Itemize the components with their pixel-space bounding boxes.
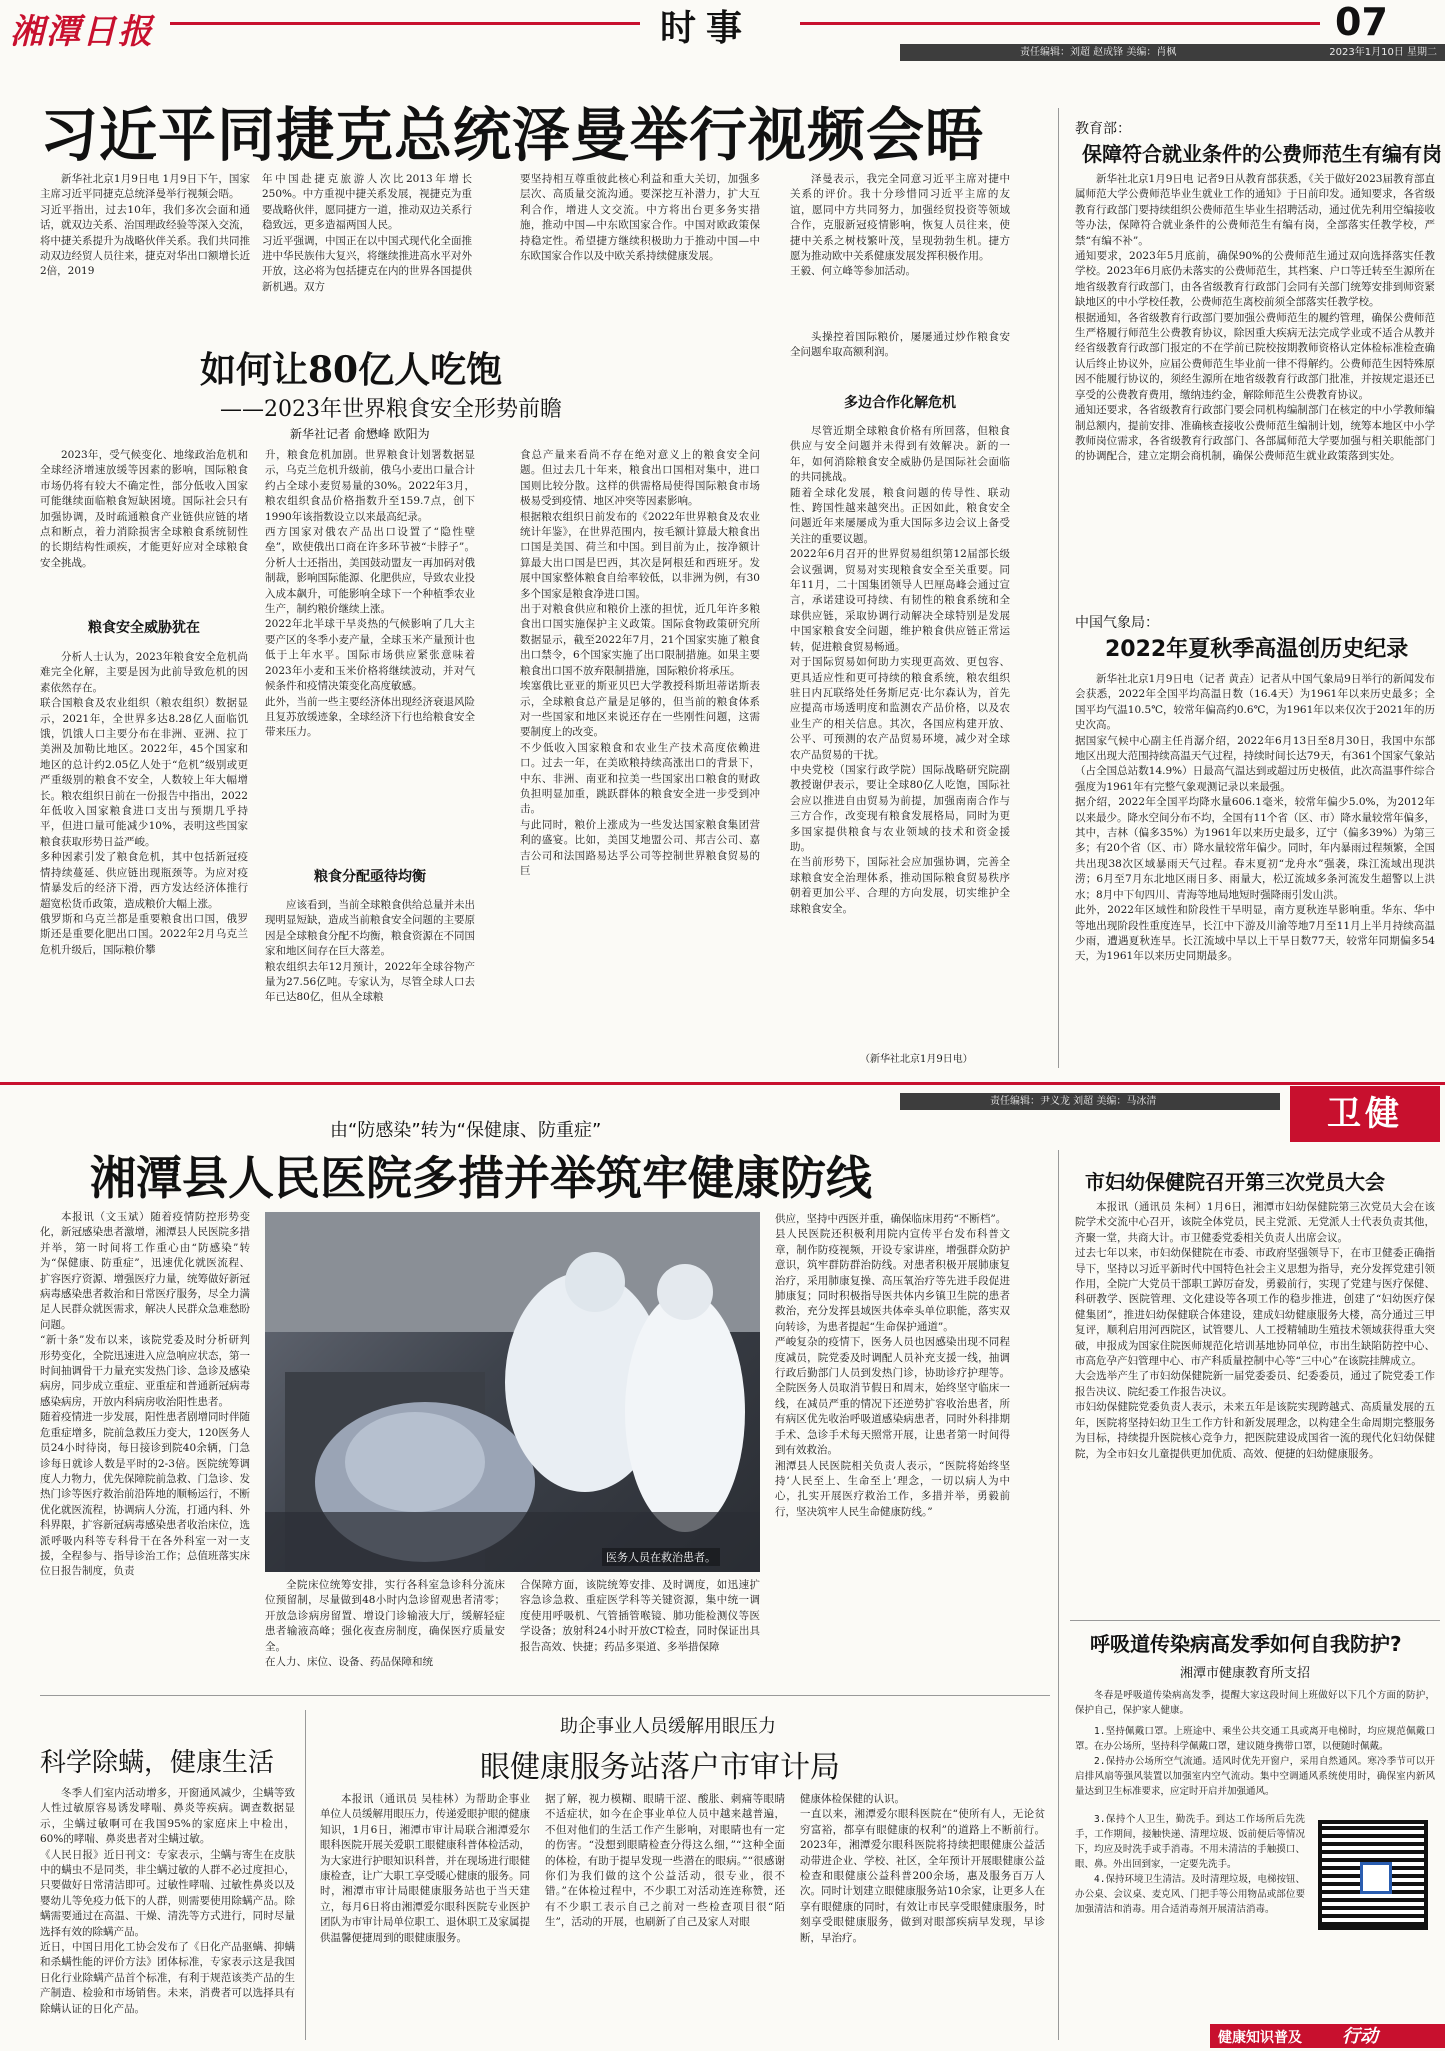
respiratory-item: 3.保持个人卫生，勤洗手。到达工作场所后先洗手，工作期间，接触快递、清理垃圾、饭前便后等情况下，均应及时洗手或手消毒。不用未清洁的手触摸口、眼、鼻。外出回到家，一定要先洗手。 (1075, 1814, 1305, 1870)
teacher-kicker: 教育部： (1075, 121, 1131, 137)
hospital-column-1 (40, 1210, 250, 1680)
teacher-text: 新华社北京1月9日电 记者9日从教育部获悉，《关于做好2023届教育部直属师范大学公费师范毕业生就业工作的通知》于日前印发。通知要求，各省级教育行政部门要持续组织公费师范生毕业生招聘活动，通过优先利用空编接收等办法，保障符合就业条件的公费师范生有编有岗，全部落实任教学校，严禁“有编不补”。 通知要求，2023年5月底前，确保90%的公费师范生通过双向选择落实任教学校。2023年6月底仍未落实的公费师范生，其档案、户口等迁转至生源所在地省级教育行政部门，由各省级教育行政部门会同有关部门统筹安排到师资紧缺地区的中小学校任教，公费师范生离校前须全部落实任教学校。 根据通知，各省级教育行政部门要加强公费师范生的履约管理，确保公费师范生严格履行师范生公费教育协议，除因重大疾病无法完成学业或不适合从教并经省级教育行政部门报定的不在学前已院校按期教师资格认定体检标准检查确认后终止协议外，应届公费师范生毕业前一律不得解约。公费师范生因特殊原因不能履行协议的，须经生源所在地省级教育行政部门批准，并按规定退还已享受的公费教育费用，缴纳违约金，解除师范生公费教育协议。 通知还要求，各省级教育行政部门要会同机构编制部门在核定的中小学教师编制总额内，提前安排、准确核查接收公费师范生编制计划，统筹本地区中小学教师岗位需求，各省级教育行政部门、各部属师范大学要加强与相关职能部门的协调配合，建立定期会商机制，确保公费师范生就业政策落到实处。 (1075, 173, 1435, 463)
food-column-4 (790, 424, 1010, 1054)
lead-column-3 (520, 172, 760, 312)
eye-text: 健康体检保健的认识。 一直以来，湘潭爱尔眼科医院在“使所有人，无论贫穷富裕，都享有眼健康的权利”的道路上不断前行。2023年，湘潭爱尔眼科医院将持续把眼健康公益活动带进企业、学校、社区，全年预计开展眼健康公益检查和眼健康公益科普200余场，惠及服务百万人次。同时计划建立眼健康服务站10余家，让更多人在享有眼健康的同时，有效让市民享受眼健康服务，时刻享受眼健康服务，做到对眼部疾病早发现，早诊断，早治疗。 (800, 1793, 1045, 1944)
masthead-rule-right (800, 22, 1320, 25)
food-text: 分析人士认为，2023年粮食安全危机尚难完全化解，主要是因为此前导致危机的因素依然存在。 联合国粮食及农业组织（粮农组织）数据显示，2021年，全世界多达8.28亿人面临饥饿，饥饿人口主要分布在非洲、亚洲、拉丁美洲及加勒比地区。2022年，45个国家和地区的总计约2.05亿人处于“危机”级别或更严重级别的粮食不安全，人数较上年大幅增长。粮农组织日前在一份报告中指出，2022年低收入国家粮食进口支出与预期几乎持平，但进口量可能减少10%，表明这些国家粮食获取形势日益严峻。 多种因素引发了粮食危机，其中包括新冠疫情持续蔓延、供应链出现瓶颈等。为应对疫情暴发后的经济下滑，西方发达经济体推行超宽松货币政策，造成粮价大幅上涨。 俄罗斯和乌克兰都是重要粮食出口国，俄罗斯还是重要化肥出口国。2022年2月乌克兰危机升级后，国际粮价攀 (40, 651, 248, 956)
respiratory-footer: 健康知识普及 (1218, 2030, 1302, 2046)
lead-headline: 习近平同捷克总统泽曼举行视频会晤 (40, 101, 985, 169)
lead-text: 要坚持相互尊重彼此核心利益和重大关切，加强多层次、高质量交流沟通。要深挖互补潜力，扩大互利合作，增进人文交流。中方将出台更多务实措施，推动中国—中东欧国家合作。中国对欧政策保持稳定性。希望捷方继续积极助力于推动中国—中东欧国家合作以及中欧关系持续健康发展。 (520, 173, 760, 263)
eye-column-1 (320, 1792, 530, 2046)
food-dateline: （新华社北京1月9日电） (860, 1054, 973, 1065)
climate-text: 新华社北京1月9日电（记者 黄垚）记者从中国气象局9日举行的新闻发布会获悉，2022年全国平均高温日数（16.4天）为1961年以来历史最多；全国平均气温10.5℃，较常年偏高约0.6℃，为1961年以来仅次于2021年的历史次高。 据国家气候中心副主任肖潺介绍，2022年6月13日至8月30日，我国中东部地区出现大范围持续高温天气过程，持续时间长达79天，有361个国家气象站（占全国总站数14.9%）日最高气温达到或超过历史极值，此次高温事件综合强度为1961年有完整气象观测记录以来最强。 据介绍，2022年全国平均降水量606.1毫米，较常年偏少5.0%，为2012年以来最少。降水空间分布不均，全国有11个省（区、市）降水量较常年偏多，其中，吉林（偏多35%）为1961年以来历史最多，辽宁（偏多39%）为第三多；有20个省（区、市）降水量较常年偏少。同时，年内暴雨过程频繁，全国共出现38次区域暴雨天气过程。春末夏初“龙舟水”强袭，珠江流域出现洪涝；6月至7月东北地区雨日多、雨量大，松辽流域多条河流发生超警以上洪水；8月中下旬四川、青海等地局地短时强降雨引发山洪。 此外，2022年区域性和阶段性干旱明显，南方夏秋连旱影响重。华东、华中等地出现阶段性重度连旱，长江中下游及川渝等地7月至11月上半月持续高温少雨，遭遇夏秋连旱。长江流域中旱以上干旱日数77天，较常年同期偏多54天，为1961年以来历史同期最多。 (1075, 673, 1435, 963)
section2-editor-credits: 责任编辑：尹义龙 刘超 美编：马冰清 (990, 1096, 1157, 1107)
hospital-headline: 湘潭县人民医院多措并举筑牢健康防线 (90, 1151, 872, 1205)
hospital-text: 全院床位统筹安排，实行各科室急诊科分流床位预留制，尽量做到48小时内急诊留观患者清零；开放急诊病房留置、增设门诊输液大厅，缓解轻症患者输液高峰；强化夜查房制度，确保医疗质量安全。 在人力、床位、设备、药品保障和统 (265, 1579, 505, 1669)
campaign-logo: 行动 (1342, 2026, 1378, 2047)
issue-date: 2023年1月10日 星期二 (1329, 47, 1437, 58)
eye-text: 本报讯（通讯员 吴桂林）为帮助企事业单位人员缓解用眼压力，传递爱眼护眼的健康知识，1月6日，湘潭市审计局联合湘潭爱尔眼科医院开展关爱职工眼健康科普体检活动，为大家进行护眼知识科普，并在现场进行眼健康检查，让广大职工享受暖心健康的服务。同时，湘潭市审计局眼健康服务站也于当天建立，每月6日将由湘潭爱尔眼科医院专业医护团队为市审计局单位职工、退休职工及家属提供温馨便捷周到的眼健康服务。 (320, 1793, 530, 1944)
climate-kicker: 中国气象局： (1075, 615, 1159, 631)
mites-headline: 科学除螨，健康生活 (40, 1748, 275, 1778)
respiratory-items (1075, 1724, 1435, 1804)
section-divider (0, 1082, 1445, 1085)
section2-editor-bar (900, 1093, 1280, 1110)
food-subheadline: ——2023年世界粮食安全形势前瞻 (220, 397, 562, 422)
hospital-kicker: 由“防感染”转为“保健康、防重症” (330, 1120, 602, 1141)
respiratory-item: 1.坚持佩戴口罩。上班途中、乘坐公共交通工具或离开电梯时，均应规范佩戴口罩。在办公场所，坚持科学佩戴口罩，建议随身携带口罩，以便随时佩戴。 (1075, 1726, 1435, 1752)
respiratory-text: 冬春是呼吸道传染病高发季，提醒大家这段时间上班做好以下几个方面的防护，保护自己，保护家人健康。 (1075, 1690, 1435, 1716)
hospital-column-2 (265, 1578, 505, 1678)
respiratory-headline: 呼吸道传染病高发季如何自我防护? (1090, 1632, 1402, 1656)
eye-headline: 眼健康服务站落户市审计局 (480, 1750, 840, 1785)
hospital-text: 本报讯（文玉斌）随着疫情防控形势变化，新冠感染患者激增，湘潭县人民医院多措并举，第一时间将工作重心由“防感染”转为“保健康、防重症”，迅速优化就医流程、扩容医疗资源、增强医疗力量，统筹做好新冠病毒感染患者救治和日常医疗服务，尽全力满足人民群众就医需求，解决人民群众急难愁盼问题。 “新十条”发布以来，该院党委及时分析研判形势变化，全院迅速进入应急响应状态，第一时间抽调骨干力量充实发热门诊、急诊及感染病房，同步成立重症、亚重症和普通新冠病毒感染病房，开放内科病房收治阳性患者。 随着疫情进一步发展，阳性患者剧增同时伴随危重症增多，院前急救压力变大，120医务人员24小时待岗，每日接诊到院40余辆，门急诊每日就诊人数是平时的2-3倍。医院统筹调度人力物力，优先保障院前急救、门急诊、发热门诊等医疗救治前沿阵地的顺畅运行，不断优化就医流程，协调病人分流，打通内科、外科界限，扩容新冠病毒感染患者收治床位，选派呼吸内科等专科骨干在各外科室一对一支援，全程参与、指导诊治工作；总值班落实床位日报告制度，负责 (40, 1211, 250, 1578)
hospital-text: 供应，坚持中西医并重，确保临床用药“不断档”。 县人民医院还积极利用院内宣传平台发布科普文章，制作防疫视频，开设专家讲座，增强群众防护意识，筑牢群防群治防线。对患者积极开展肺康复治疗，采用肺康复操、高压氧治疗等先进手段促进肺康复；同时积极指导医共体内乡镇卫生院的患者救治，充分发挥县域医共体牵头单位职能，落实双向转诊，为患者提起“生命保护通道”。 严峻复杂的疫情下，医务人员也因感染出现不同程度减员，院党委及时调配人员补充支援一线，抽调行政后勤部门人员到发热门诊，协助诊疗护理等。全院医务人员取消节假日和周末，始终坚守临床一线，在减员严重的情况下还逆势扩容收治患者，所有病区优先收治呼吸道感染病患者，同时外科排期手术、急诊手术每天照常开展，让患者第一时间得到有效救治。 湘潭县人民医院相关负责人表示，“医院将始终坚持‘人民至上、生命至上’理念，一切以病人为中心，扎实开展医疗救治工作，多措并举，勇毅前行，坚决筑牢人民生命健康防线。” (775, 1213, 1010, 1518)
lead-text: 年中国赴捷克旅游人次比2013年增长250%。中方重视中捷关系发展，视捷克为重要战略伙伴，愿同捷方一道，推动双边关系行稳致远，更多造福两国人民。 习近平强调，中国正在以中国式现代化全面推进中华民族伟大复兴，将继续推进高水平对外开放，这必将为包括捷克在内的世界各国提供新机遇。双方 (262, 173, 472, 293)
section-name: 时事 (660, 8, 753, 49)
food-column-1b (40, 650, 248, 1070)
food-column-2b (265, 898, 475, 1070)
lead-text: 泽曼表示，我完全同意习近平主席对捷中关系的评价。我十分珍惜同习近平主席的友谊，愿同中方共同努力，加强经贸投资等领域合作，克服新冠疫情影响，恢复人员往来，使捷中关系之树枝繁叶茂，呈现勃勃生机。捷方愿为推动欧中关系健康发展发挥积极作用。 王毅、何立峰等参加活动。 (790, 173, 1010, 278)
food-text: 尽管近期全球粮食价格有所回落，但粮食供应与安全问题并未得到有效解决。新的一年，如何消除粮食安全威胁仍是国际社会面临的共同挑战。 随着全球化发展，粮食问题的传导性、联动性、跨国性越来越突出。正因如此，粮食安全问题近年来屡屡成为重大国际多边会议上备受关注的重要议题。 2022年6月召开的世界贸易组织第12届部长级会议强调，贸易对实现粮食安全至关重要。同年11月，二十国集团领导人巴厘岛峰会通过宣言，承诺建设可持续、有韧性的粮食系统和全球供应链，采取协调行动解决全球特别是发展中国家粮食安全问题，维护粮食供应链正常运转，促进粮食贸易畅通。 对于国际贸易如何助力实现更高效、更包容、更具适应性和更可持续的粮食系统，粮农组织驻日内瓦联络处任务斯尼克·比尔森认为，首先应提高市场透明度和监测农产品价格，以及农业生产的相关信息。其次，各国应构建开放、公平、可预测的农产品贸易环境，减少对全球农产品贸易的干扰。 中央党校（国家行政学院）国际战略研究院副教授谢伊表示，要让全球80亿人吃饱，国际社会应以推进自由贸易为前提，加强南南合作与三方合作，改变现有粮食发展格局，同时为更多国家提供粮食与农业领域的技术和资金援助。 在当前形势下，国际社会应加强协调，完善全球粮食安全治理体系，推动国际粮食贸易秩序朝着更加公平、合理的方向发展，切实维护全球粮食安全。 (790, 425, 1010, 915)
paper-name-logo: 湘潭日报 (10, 12, 154, 52)
qr-code-center (1360, 1862, 1392, 1894)
maternal-text: 本报讯（通讯员 朱柯）1月6日，湘潭市妇幼保健院第三次党员大会在该院学术交流中心召开，该院全体党员，民主党派、无党派人士代表负责其他，齐聚一堂，共商大计。市卫健委党委相关负责人出席会议。 过去七年以来，市妇幼保健院在市委、市政府坚强领导下，在市卫健委正确指导下，坚持以习近平新时代中国特色社会主义思想为指导，充分发挥党建引领作用，全院广大党员干部职工踔厉奋发，勇毅前行，实现了党建与医疗保健、科研教学、医院管理、文化建设等各项工作的稳步推进，创建了“妇幼医疗保健集团”，推进妇幼保健联合体建设，建成妇幼健康服务大楼，高分通过三甲复评，顺利启用河西院区，试管婴儿、人工授精辅助生殖技术领域获得重大突破，申报成为国家住院医师规范化培训基地协同单位，市出生缺陷防控中心、市高危孕产妇管理中心、市产科质量控制中心等“三中心”在该院挂牌成立。 大会选举产生了市妇幼保健院新一届党委委员、纪委委员，通过了院党委工作报告决议、院纪委工作报告决议。 市妇幼保健院党委负责人表示，未来五年是该院实现跨越式、高质量发展的五年，医院将坚持妇幼卫生工作方针和新发展理念，以构建全生命周期完整服务为目标，持续提升医院核心竞争力，把医院建设成国省一流的现代化妇幼保健院，为全市妇女儿童提供更加优质、高效、便捷的妇幼健康服务。 (1075, 1201, 1435, 1460)
food-headline: 如何让80亿人吃饱 (200, 349, 503, 391)
food-byline: 新华社记者 俞懋峰 欧阳为 (290, 427, 430, 441)
maternal-body (1075, 1200, 1435, 1620)
respiratory-intro (1075, 1688, 1435, 1722)
column-divider (305, 1710, 306, 2040)
mites-body (40, 1786, 295, 2046)
teacher-body (1075, 172, 1435, 612)
bottom-rule (40, 1695, 1050, 1696)
food-column-3 (520, 448, 760, 1070)
eye-column-2 (545, 1792, 785, 2046)
food-text: 2023年，受气候变化、地缘政治危机和全球经济增速放缓等因素的影响，国际粮食市场仍将有较大不确定性，部分低收入国家可能继续面临粮食短缺困境。国际社会只有加强协调，及时疏通粮食产业链供应链的堵点和断点，着力消除损害全球粮食系统韧性的长期结构性顽疾，才能更好应对全球粮食安全挑战。 (40, 449, 248, 569)
respiratory-item: 2.保持办公场所空气流通。适风时优先开窗户，采用自然通风。寒冷季节可以开启排风扇等强风装置以加强室内空气流动。集中空调通风系统使用时，确保室内新风量达到卫生标准要求，应定时开启并加强通风。 (1075, 1756, 1435, 1797)
food-text: 食总产量来看尚不存在绝对意义上的粮食安全问题。但过去几十年来，粮食出口国相对集中，进口国则比较分散。这样的供需格局使得国际粮食市场极易受到疫情、地区冲突等因素影响。 根据粮农组织日前发布的《2022年世界粮食及农业统计年鉴》，在世界范围内，按毛额计算最大粮食出口国是美国、荷兰和中国。到目前为止，按净额计算最大出口国是巴西，其次是阿根廷和西班牙。发展中国家整体粮食自给率较低，以非洲为例，有30多个国家是粮食净进口国。 出于对粮食供应和粮价上涨的担忧，近几年许多粮食出口国实施保护主义政策。国际食物政策研究所数据显示，截至2022年7月，21个国家实施了粮食出口禁令，6个国家实施了出口限制措施。如果主要粮食出口国不放弃限制措施，国际粮价将承压。 埃塞俄比亚亚的斯亚贝巴大学教授科斯坦蒂诺斯表示，全球粮食总产量是足够的，但当前的粮食体系对一些国家和地区来说还存在一些刚性问题，这需要制度上的改变。 不少低收入国家粮食和农业生产技术高度依赖进口。过去一年，在美欧粮持续高涨出口的背景下，中东、非洲、南亚和拉美一些国家出口粮食的财政负担明显加重，跳跃群体的粮食安全进一步受到冲击。 与此同时，粮价上涨成为一些发达国家粮食集团营利的盛宴。比如，美国艾地盟公司、邦吉公司、嘉吉公司和法国路易达孚公司等控制世界粮食贸易的巨 (520, 449, 760, 877)
hospital-column-3 (520, 1578, 760, 1678)
food-text: 升，粮食危机加剧。世界粮食计划署数据显示，乌克兰危机升级前，俄乌小麦出口量合计约占全球小麦贸易量的30%。2022年3月，粮农组织食品价格指数升至159.7点，创下1990年该指数设立以来最高纪录。 西方国家对俄农产品出口设置了“隐性壁垒”，欧使俄出口商在许多环节被“卡脖子”。分析人士还指出，美国鼓动盟友一再加码对俄制裁，影响国际能源、化肥供应，导致农业投入成本飙升，可能影响全球下一个种植季农业生产，制约粮价继续上涨。 2022年北半球干旱炎热的气候影响了几大主要产区的冬季小麦产量，全球玉米产量预计也低于上年水平。国际市场供应紧张意味着2023年小麦和玉米价格将继续波动，并对气候条件和疫情决策变化高度敏感。 此外，当前一些主要经济体出现经济衰退风险且复苏放缓迹象，全球经济下行也给粮食安全带来压力。 (265, 449, 475, 739)
lead-column-2 (262, 172, 472, 312)
hospital-text: 合保障方面，该院统筹安排、及时调度，如迅速扩容急诊急救、重症医学科等关键资源，集中统一调度使用呼吸机、气管插管喉镜、肺功能检测仪等医学设备；放射科24小时开放CT检查，同时保证出具报告高效、快捷；药品多渠道、多举措保障 (520, 1579, 760, 1653)
respiratory-items-2 (1075, 1812, 1305, 2022)
hospital-photo-illustration (265, 1212, 760, 1572)
food-column-1 (40, 448, 248, 598)
food-subhead-1: 粮食安全威胁犹在 (88, 620, 200, 636)
page-number: 07 (1335, 0, 1388, 44)
food-column-2 (265, 448, 475, 853)
eye-column-3 (800, 1792, 1045, 2046)
lead-text: 新华社北京1月9日电 1月9日下午，国家主席习近平同捷克总统泽曼举行视频会晤。 习近平指出，过去10年，我们多次会面和通话，就双边关系、治国理政经验等深入交流，将中捷关系提升为战略伙伴关系。我们共同推动双边经贸人员往来，捷克对华出口额增长近2倍，2019 (40, 173, 250, 278)
climate-body (1075, 672, 1435, 1057)
teacher-headline: 保障符合就业条件的公费师范生有编有岗 (1082, 142, 1442, 166)
mites-text: 冬季人们室内活动增多，开窗通风减少，尘螨等致人性过敏原容易诱发哮喘、鼻炎等疾病。调查数据显示，尘螨过敏啊可在我国95%的家庭床上中检出，60%的哮喘、鼻炎患者对尘螨过敏。 《人民日报》近日刊文：专家表示，尘螨与寄生在皮肤中的螨虫不是同类，非尘螨过敏的人群不必过度担心，只要做好日常清洁即可。过敏性哮喘、过敏性鼻炎以及婴幼儿等免疫力低下的人群，则需要使用除螨产品。除螨需要通过在高温、干燥、清洗等方式进行，同时尽量选择有效的除螨产品。 近日，中国日用化工协会发布了《日化产品驱螨、抑螨和杀螨性能的评价方法》团体标准，专家表示这是我国日化行业除螨产品首个标准，有利于规范该类产品的生产制造、检验和市场销售。未来，消费者可以选择具有除螨认证的日化产品。 (40, 1787, 295, 2015)
food-subhead-2: 粮食分配亟待均衡 (314, 869, 426, 885)
food-subhead-3: 多边合作化解危机 (844, 395, 956, 411)
food-text: 头操控着国际粮价，屡屡通过炒作粮食安全问题牟取高额利润。 (790, 331, 1010, 359)
masthead-rule (170, 22, 640, 25)
food-column-4a (790, 330, 1010, 370)
respiratory-source: 湘潭市健康教育所支招 (1180, 1666, 1311, 1681)
eye-kicker: 助企事业人员缓解用眼压力 (560, 1716, 776, 1737)
editor-bar (900, 44, 1445, 61)
editor-credits: 责任编辑：刘超 赵成锋 美编：肖枫 (1020, 47, 1177, 58)
qr-code (1318, 1820, 1428, 1930)
hospital-photo (265, 1212, 760, 1572)
column-divider (1058, 1150, 1059, 2040)
lead-column-1 (40, 172, 250, 312)
lead-column-4 (790, 172, 1010, 312)
respiratory-item: 4.保持环境卫生清洁。及时清理垃圾，电梯按钮、办公桌、会议桌、麦克风、门把手等公用物品或部位要加强清洁和消毒。用合适消毒剂开展清洁消毒。 (1075, 1874, 1305, 1915)
hospital-column-4 (775, 1212, 1010, 1682)
maternal-headline: 市妇幼保健院召开第三次党员大会 (1085, 1170, 1385, 1194)
eye-text: 据了解，视力模糊、眼睛干涩、酸胀、刺痛等眼睛不适症状，如今在企事业单位人员中越来越普遍，不但对他们的生活工作产生影响，对眼睛也有一定的伤害。“没想到眼睛检查分得这么细，”“这种全面的体检，有助于提早发现一些潜在的眼病。”“很感谢你们为我们做的这个公益活动，很专业，很不错。”在体检过程中，不少职工对活动连连称赞，还有不少职工表示自己之前对一些检查项目很“陌生”，活动的开展，也刷新了自己及家人对眼 (545, 1793, 785, 1929)
photo-caption: 医务人员在救治患者。 (602, 1548, 720, 1566)
section2-label: 卫健 (1290, 1086, 1440, 1142)
climate-headline: 2022年夏秋季高温创历史纪录 (1105, 637, 1409, 662)
food-text: 应该看到，当前全球粮食供给总量并未出现明显短缺，造成当前粮食安全问题的主要原因是全球粮食分配不均衡，粮食资源在不同国家和地区间存在巨大落差。 粮农组织去年12月预计，2022年全球谷物产量为27.56亿吨。专家认为，尽管全球人口去年已达80亿，但从全球粮 (265, 899, 475, 1004)
column-divider (1058, 108, 1059, 1068)
